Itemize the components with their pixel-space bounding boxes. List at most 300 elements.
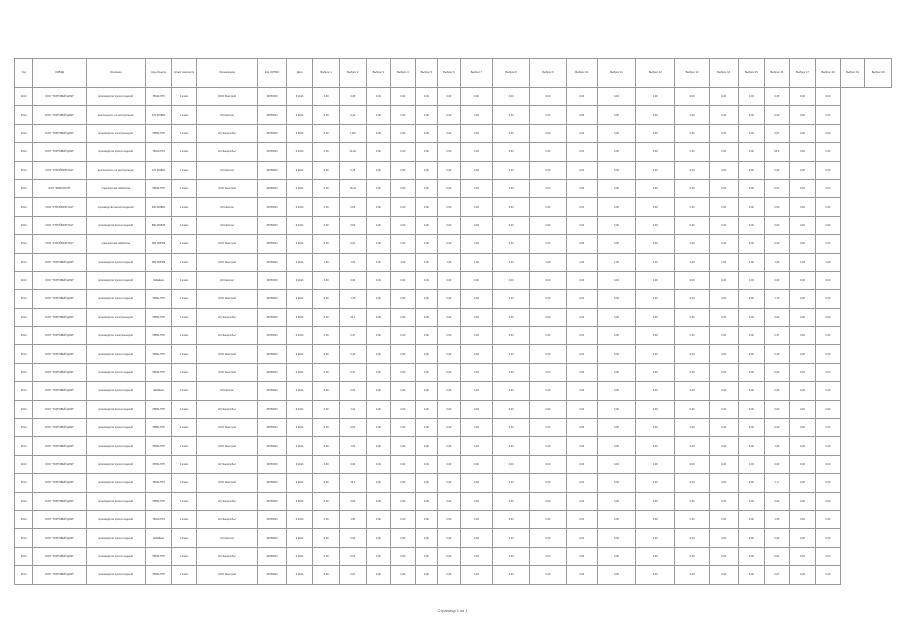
table-cell: 0,00 — [438, 198, 460, 216]
table-cell: 0,00 — [493, 216, 530, 234]
table-cell: 1,0 — [765, 474, 790, 492]
table-cell: производство прочих изделий — [86, 492, 145, 510]
table-cell: 0,00 — [566, 419, 597, 437]
table-cell: 0,00 — [636, 510, 675, 528]
table-cell: 1,45 — [339, 510, 366, 528]
table-cell: 0,00 — [366, 400, 391, 418]
table-cell: 0,07 — [765, 179, 790, 197]
table-cell: 15,31 — [339, 179, 366, 197]
table-cell: 0,00 — [460, 363, 493, 381]
table-cell: 0,00 — [530, 400, 567, 418]
column-header: Выброс 9 — [530, 59, 567, 88]
table-cell: 0,00 — [530, 88, 567, 106]
table-cell: 0,00 — [530, 419, 567, 437]
table-cell: 0,00 — [597, 529, 636, 547]
table-cell: 0,01 — [765, 547, 790, 565]
table-cell: 0,00 — [438, 400, 460, 418]
table-cell: 2014 — [15, 327, 33, 345]
table-cell: 0,00 — [493, 308, 530, 326]
table-cell: 0,00 — [636, 88, 675, 106]
table-cell: 0,00 — [709, 382, 738, 400]
table-cell: 0,00 — [789, 143, 816, 161]
table-cell: 0,00 — [366, 363, 391, 381]
table-cell: 0,00 — [313, 290, 340, 308]
table-cell: 78650-П7П — [145, 327, 172, 345]
table-cell: ООО "ТОРГОВЫЙ ДОМ" — [33, 529, 86, 547]
table-cell: 0,00 — [789, 474, 816, 492]
table-cell: ООО "СТРОЙМОНТАЖ" — [33, 198, 86, 216]
table-cell: 0,00 — [636, 198, 675, 216]
table-cell: 0,03 — [339, 198, 366, 216]
table-cell: 0,00 — [597, 179, 636, 197]
table-cell: 0,00 — [438, 106, 460, 124]
table-cell: 2014 — [15, 510, 33, 528]
table-cell: ООО "ТОРГОВЫЙ ДОМ" — [33, 143, 86, 161]
table-cell: 0,00 — [460, 566, 493, 584]
table-cell: 0,00 — [709, 88, 738, 106]
table-cell: 0,00 — [530, 235, 567, 253]
table-cell: 0,00 — [313, 106, 340, 124]
table-cell: 6.2014 — [286, 106, 313, 124]
table-cell: 0,00 — [366, 216, 391, 234]
table-cell: 0,00 — [313, 124, 340, 142]
table-cell: 0,00 — [460, 290, 493, 308]
table-cell: 0,00 — [415, 216, 437, 234]
table-cell: ООО "ТОРГОВЫЙ ДОМ" — [33, 455, 86, 473]
table-cell: производство прочих изделий — [86, 529, 145, 547]
table-cell: 0,00 — [415, 88, 437, 106]
table-cell: ООО Ремстрой — [196, 566, 257, 584]
table-cell: 0,10 — [339, 345, 366, 363]
table-cell: 0,00 — [765, 455, 790, 473]
table-cell: 0,00 — [789, 216, 816, 234]
table-cell: 0,00 — [391, 106, 416, 124]
table-cell: 0,00 — [709, 529, 738, 547]
table-cell: 46783000 — [258, 271, 287, 289]
table-cell: ООО "ТОРГОВЫЙ ДОМ" — [33, 88, 86, 106]
table-cell: 0,00 — [366, 474, 391, 492]
table-cell: 6.2014 — [286, 566, 313, 584]
table-cell: 0,00 — [493, 419, 530, 437]
table-cell: 0,00 — [597, 290, 636, 308]
table-cell: 0,00 — [415, 474, 437, 492]
table-cell: 5.2014 — [286, 88, 313, 106]
table-cell: 0,00 — [530, 106, 567, 124]
table-cell: АО Капитал — [196, 529, 257, 547]
table-cell: 0,00 — [765, 271, 790, 289]
table-cell: 46783000 — [258, 510, 287, 528]
table-cell: 0,00 — [597, 308, 636, 326]
column-header: Выброс 5 — [415, 59, 437, 88]
table-row — [15, 124, 892, 142]
table-cell: 1,00 — [366, 253, 391, 271]
table-cell: 0,00 — [366, 382, 391, 400]
table-cell: 3 класс — [172, 308, 197, 326]
table-cell: 0,00 — [816, 198, 841, 216]
table-cell: 0,00 — [675, 400, 710, 418]
table-cell: деятельность по эксплуатации — [86, 161, 145, 179]
table-cell: деятельность по эксплуатации — [86, 106, 145, 124]
table-row — [15, 161, 892, 179]
table-cell: 0,00 — [738, 529, 765, 547]
table-cell: 0,00 — [566, 216, 597, 234]
table-cell: 0,00 — [530, 455, 567, 473]
table-cell: 46783000 — [258, 566, 287, 584]
table-cell: ООО Ремстрой — [196, 437, 257, 455]
table-cell: 0,00 — [789, 106, 816, 124]
table-cell: 0,00 — [636, 161, 675, 179]
table-cell: 0,01 — [339, 547, 366, 565]
table-cell: 0,00 — [313, 566, 340, 584]
table-cell: ООО Ремстрой — [196, 474, 257, 492]
table-cell: 0,00 — [709, 290, 738, 308]
table-cell: 0,00 — [789, 492, 816, 510]
table-cell: 0,00 — [391, 566, 416, 584]
table-cell: 0,00 — [566, 345, 597, 363]
table-row — [15, 327, 892, 345]
table-cell: 3 класс — [172, 400, 197, 418]
table-cell: 0,00 — [765, 400, 790, 418]
table-cell: 580-ЗМП06 — [145, 235, 172, 253]
table-cell: 0,00 — [636, 327, 675, 345]
table-cell: 0,00 — [438, 308, 460, 326]
table-cell: 0,00 — [597, 363, 636, 381]
column-header: Выброс 15 — [738, 59, 765, 88]
table-cell: 46783000 — [258, 437, 287, 455]
table-cell: 0,00 — [530, 363, 567, 381]
table-cell: 0,00 — [816, 161, 841, 179]
table-cell: 0,00 — [313, 308, 340, 326]
table-cell: 0,00 — [415, 179, 437, 197]
table-cell: 1,00 — [566, 253, 597, 271]
table-cell: 0,00 — [530, 308, 567, 326]
table-cell: 0,00 — [530, 492, 567, 510]
table-cell: 0,00 — [460, 345, 493, 363]
table-cell: 0,00 — [438, 474, 460, 492]
table-cell: 400-МОБ61 — [145, 198, 172, 216]
table-cell: 6.2014 — [286, 474, 313, 492]
table-cell: 0,00 — [391, 437, 416, 455]
table-cell: 6.2014 — [286, 363, 313, 381]
table-row — [15, 455, 892, 473]
table-cell: 0,00 — [675, 161, 710, 179]
table-cell: 0,00 — [789, 271, 816, 289]
table-cell: 0,00 — [366, 510, 391, 528]
table-cell: 0,00 — [709, 216, 738, 234]
table-cell: 0,00 — [816, 216, 841, 234]
table-cell: 0,00 — [675, 271, 710, 289]
table-cell: 0,00 — [675, 437, 710, 455]
table-cell: 2014 — [15, 106, 33, 124]
table-cell: 4 класс — [172, 179, 197, 197]
table-cell: 0,00 — [566, 271, 597, 289]
table-cell: ООО "ТОРГОВЫЙ ДОМ" — [33, 492, 86, 510]
table-cell: 0,00 — [415, 308, 437, 326]
table-cell: 6.2014 — [286, 290, 313, 308]
table-cell: АО Энергосбыт — [196, 492, 257, 510]
table-cell: 0,00 — [391, 327, 416, 345]
table-cell: 3 класс — [172, 382, 197, 400]
table-cell: 0,00 — [765, 529, 790, 547]
table-cell: 1,00 — [493, 253, 530, 271]
table-cell: 78640-ПТ6 — [145, 143, 172, 161]
table-cell: 0,00 — [816, 363, 841, 381]
table-cell: 0,00 — [566, 510, 597, 528]
table-cell: 0,00 — [493, 143, 530, 161]
table-cell: 0,00 — [566, 492, 597, 510]
table-cell: 4 класс — [172, 566, 197, 584]
table-cell: 0,00 — [597, 437, 636, 455]
table-cell: 0,00 — [391, 143, 416, 161]
table-cell: 4 класс — [172, 253, 197, 271]
table-cell: 0,00 — [709, 510, 738, 528]
table-cell: производство прочих изделий — [86, 216, 145, 234]
table-cell: 0,01 — [339, 235, 366, 253]
table-cell: 0,00 — [415, 290, 437, 308]
table-cell: производство электроэнергии — [86, 124, 145, 142]
table-cell: 0,00 — [391, 419, 416, 437]
table-row — [15, 492, 892, 510]
table-cell: 0,00 — [709, 161, 738, 179]
table-cell: производство прочих изделий — [86, 382, 145, 400]
column-header: Описание — [86, 59, 145, 88]
table-cell: 0,00 — [391, 474, 416, 492]
table-cell: 0,00 — [415, 198, 437, 216]
table-cell: 0,00 — [738, 106, 765, 124]
table-cell: 0,00 — [675, 88, 710, 106]
table-cell: 0,00 — [709, 363, 738, 381]
table-cell: 2014 — [15, 455, 33, 473]
table-cell: 78690-П7П — [145, 566, 172, 584]
table-cell: 0,00 — [738, 400, 765, 418]
table-cell: 0,07 — [765, 124, 790, 142]
table-cell: 0,00 — [789, 419, 816, 437]
table-cell: 0,00 — [438, 363, 460, 381]
table-cell: 1,00 — [391, 253, 416, 271]
table-cell: 0,00 — [597, 88, 636, 106]
table-cell: 0,00 — [816, 290, 841, 308]
table-cell: производство прочих изделий — [86, 88, 145, 106]
table-row — [15, 271, 892, 289]
table-cell: 0,00 — [313, 474, 340, 492]
table-cell: производство прочих изделий — [86, 547, 145, 565]
table-cell: 0,00 — [313, 88, 340, 106]
table-cell: 2014 — [15, 547, 33, 565]
table-cell: 0,00 — [460, 143, 493, 161]
column-header: Выброс 14 — [709, 59, 738, 88]
table-cell: 2014 — [15, 566, 33, 584]
table-row — [15, 253, 892, 271]
table-cell: 0,00 — [675, 474, 710, 492]
table-cell: 0,00 — [366, 290, 391, 308]
table-cell: 4 класс — [172, 290, 197, 308]
table-cell: 0,00 — [636, 455, 675, 473]
table-cell: 0,00 — [709, 271, 738, 289]
table-cell: 2014 — [15, 492, 33, 510]
table-cell: 0,00 — [438, 382, 460, 400]
table-cell: 0,00 — [460, 437, 493, 455]
table-cell: 0,00 — [460, 271, 493, 289]
table-cell: ООО "ТОРГОВЫЙ ДОМ" — [33, 363, 86, 381]
table-cell: 0,00 — [709, 419, 738, 437]
table-cell: 0,00 — [597, 198, 636, 216]
table-row — [15, 106, 892, 124]
table-cell: 0,00 — [415, 510, 437, 528]
table-cell: 0,00 — [566, 529, 597, 547]
table-cell: 0,00 — [566, 106, 597, 124]
table-cell: производство прочих изделий — [86, 253, 145, 271]
table-cell: 0,00 — [438, 143, 460, 161]
table-cell: 1,00 — [738, 253, 765, 271]
table-cell: 0,00 — [789, 437, 816, 455]
table-cell: АО Энергосбыт — [196, 308, 257, 326]
table-cell: 0,00 — [530, 216, 567, 234]
table-cell: 6.2014 — [286, 492, 313, 510]
table-cell: АО Энергосбыт — [196, 510, 257, 528]
table-cell: АО Капитал — [196, 271, 257, 289]
table-cell: 0,00 — [493, 400, 530, 418]
table-cell: 0,00 — [438, 345, 460, 363]
table-cell: 0,00 — [738, 492, 765, 510]
table-cell: 6.2014 — [286, 271, 313, 289]
table-cell: 0,00 — [636, 290, 675, 308]
table-cell: 1,00 — [765, 437, 790, 455]
table-cell: 0,00 — [438, 510, 460, 528]
table-cell: 0,00 — [566, 474, 597, 492]
table-cell: 0,00 — [636, 235, 675, 253]
table-cell: 0,00 — [597, 161, 636, 179]
table-cell: ООО "ТОРГОВЫЙ ДОМ" — [33, 474, 86, 492]
table-cell: 0,00 — [366, 547, 391, 565]
table-cell: 0,00 — [313, 510, 340, 528]
table-cell: 0,00 — [460, 308, 493, 326]
table-cell: 0,00 — [530, 547, 567, 565]
table-cell: 3 класс — [172, 271, 197, 289]
table-cell: 0,00 — [636, 529, 675, 547]
table-cell: 0,00 — [675, 235, 710, 253]
table-cell: 1 класс — [172, 161, 197, 179]
table-cell: ООО "ТОРГОВЫЙ ДОМ" — [33, 345, 86, 363]
column-header: Выброс 2 — [339, 59, 366, 88]
table-cell: 0,00 — [566, 161, 597, 179]
table-cell: ООО "ТОРГОВЫЙ ДОМ" — [33, 419, 86, 437]
table-cell: 6.2014 — [286, 382, 313, 400]
table-cell: 0,00 — [438, 529, 460, 547]
table-cell: 0,00 — [415, 161, 437, 179]
table-cell: ООО "ТОРГОВЫЙ ДОМ" — [33, 308, 86, 326]
table-cell: 0,00 — [415, 455, 437, 473]
table-cell: 1,00 — [530, 253, 567, 271]
table-cell: 0,00 — [493, 271, 530, 289]
table-cell: 0,00 — [460, 474, 493, 492]
table-cell: 0,00 — [675, 363, 710, 381]
table-cell: 0,00 — [789, 327, 816, 345]
table-cell: 4 класс — [172, 437, 197, 455]
table-cell: 0,00 — [566, 363, 597, 381]
table-cell: 0,00 — [415, 363, 437, 381]
table-cell: производство прочих изделий — [86, 290, 145, 308]
table-row — [15, 437, 892, 455]
table-cell: 6.2014 — [286, 235, 313, 253]
table-cell: 6.2014 — [286, 455, 313, 473]
table-cell: 0,00 — [789, 161, 816, 179]
emissions-table — [14, 58, 892, 585]
table-cell: 0,00 — [597, 492, 636, 510]
table-cell: 6.2014 — [286, 400, 313, 418]
table-cell: 0,00 — [366, 419, 391, 437]
table-cell: 0,00 — [391, 179, 416, 197]
table-cell: 0,00 — [816, 88, 841, 106]
table-cell: 1,00 — [415, 253, 437, 271]
table-cell: 0,00 — [597, 510, 636, 528]
table-cell: 0,00 — [415, 566, 437, 584]
table-cell: 0,00 — [530, 327, 567, 345]
column-header: Организация — [196, 59, 257, 88]
table-cell: производство электроэнергии — [86, 327, 145, 345]
table-cell: 0,00 — [738, 290, 765, 308]
table-cell: 0,00 — [438, 419, 460, 437]
table-cell: 78690-П7П — [145, 345, 172, 363]
table-cell: 0,00 — [566, 566, 597, 584]
table-cell: 0,00 — [675, 290, 710, 308]
table-cell: 0,00 — [415, 492, 437, 510]
table-cell: 0,00 — [636, 271, 675, 289]
table-cell: ООО Ремстрой — [196, 253, 257, 271]
table-cell: производство прочих изделий — [86, 363, 145, 381]
table-cell: 2014 — [15, 363, 33, 381]
table-row — [15, 400, 892, 418]
table-cell: 0,00 — [566, 308, 597, 326]
table-cell: ООО "ТОРГОВЫЙ ДОМ" — [33, 106, 86, 124]
table-cell: 0,00 — [493, 345, 530, 363]
table-cell: 0,00 — [438, 179, 460, 197]
table-cell: 0,00 — [597, 143, 636, 161]
table-cell: 0,00 — [816, 106, 841, 124]
column-header: Выброс 20 — [865, 59, 892, 88]
table-cell: 46783000 — [258, 308, 287, 326]
table-cell: 2014 — [15, 474, 33, 492]
table-cell: 0,00 — [738, 327, 765, 345]
table-cell: ООО "ТОРГОВЫЙ ДОМ" — [33, 253, 86, 271]
table-cell: 0,00 — [597, 216, 636, 234]
column-header: Выброс 19 — [840, 59, 865, 88]
table-cell: 0,47 — [339, 327, 366, 345]
column-header: Дата — [286, 59, 313, 88]
table-cell: 0,00 — [415, 106, 437, 124]
table-cell: 0,00 — [460, 235, 493, 253]
table-cell: 0,00 — [415, 529, 437, 547]
table-cell: 0,00 — [313, 492, 340, 510]
table-cell: 2014 — [15, 235, 33, 253]
table-cell: 0,00 — [765, 382, 790, 400]
table-cell: 6.2014 — [286, 198, 313, 216]
table-cell: 0,00 — [816, 492, 841, 510]
table-cell: 0,00 — [636, 106, 675, 124]
table-cell: 0,00 — [415, 345, 437, 363]
table-cell: производство прочих изделий — [86, 437, 145, 455]
table-cell: 1,00 — [313, 253, 340, 271]
table-cell: 0,00 — [460, 492, 493, 510]
table-cell: ООО "СТРОЙМОНТАЖ" — [33, 161, 86, 179]
table-cell: 1,00 — [816, 253, 841, 271]
table-cell: ООО "ТОРГОВЫЙ ДОМ" — [33, 510, 86, 528]
table-row — [15, 510, 892, 528]
table-cell: 0,00 — [597, 474, 636, 492]
table-cell: 0,00 — [313, 437, 340, 455]
table-cell: 0,07 — [339, 566, 366, 584]
table-cell: 0,00 — [415, 143, 437, 161]
table-cell: 0,00 — [816, 400, 841, 418]
